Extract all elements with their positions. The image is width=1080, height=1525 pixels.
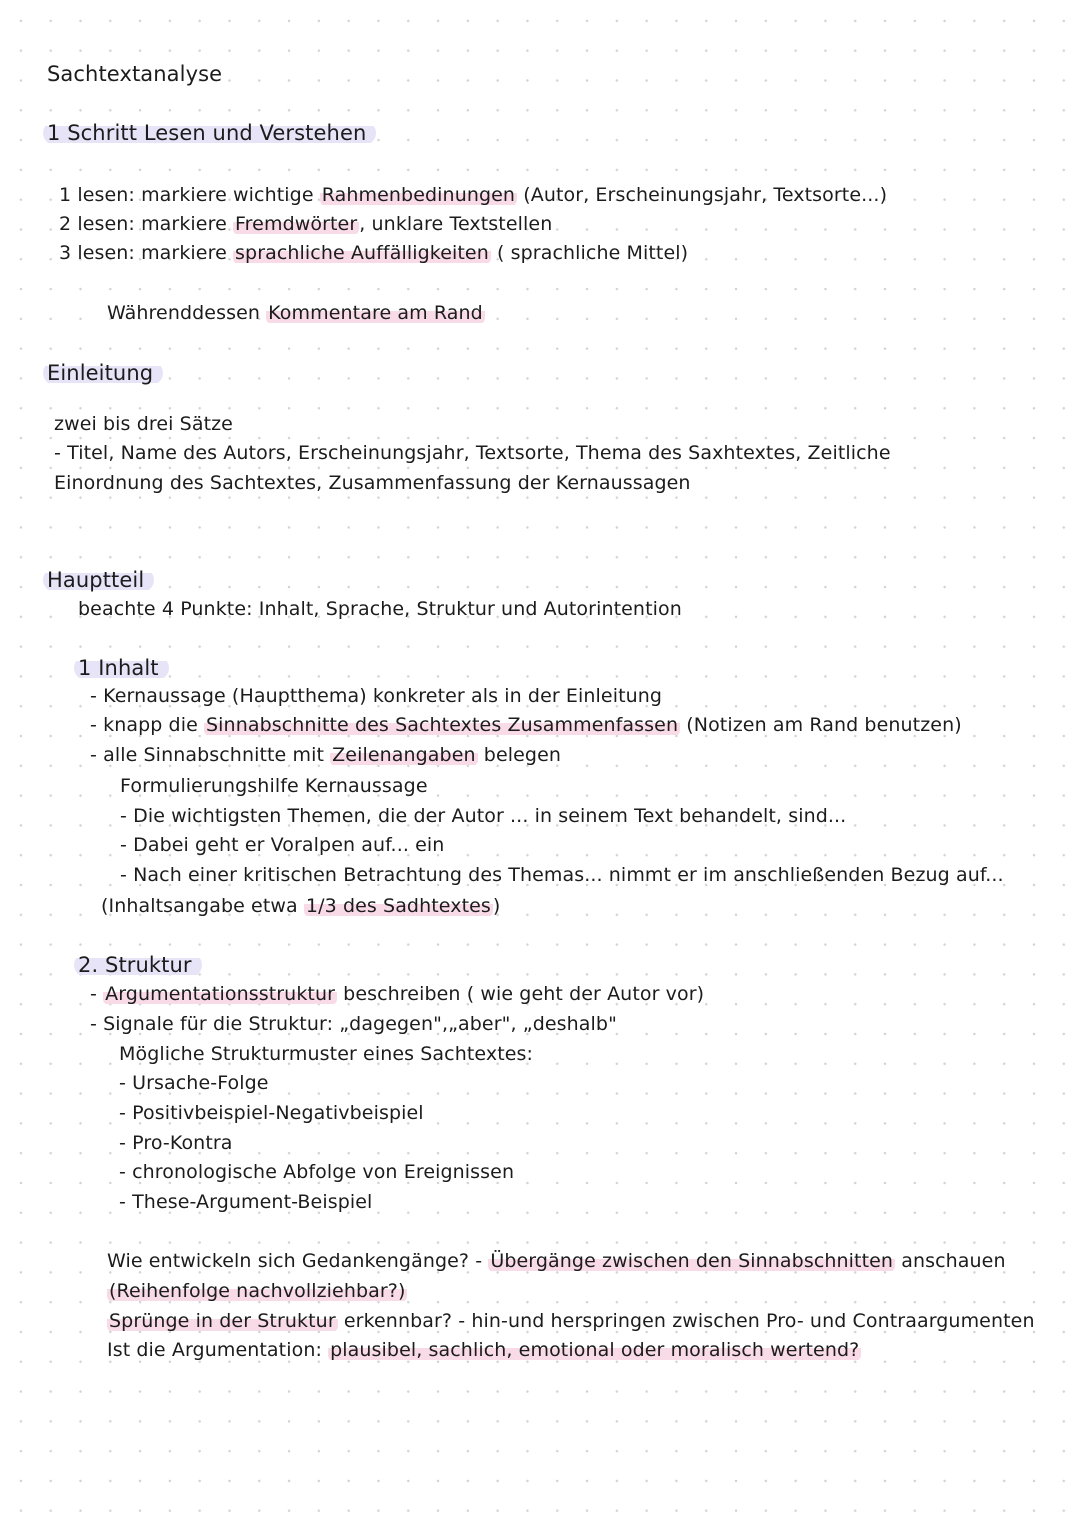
highlight: Übergänge zwischen den Sinnabschnitten [490,1250,894,1272]
highlight: 1/3 des Sadhtextes [305,895,491,917]
struktur-question-4: Ist die Argumentation: plausibel, sachlich, emotional oder moralisch wertend? [107,1339,860,1361]
einleitung-line-3: Einordnung des Sachtextes, Zusammenfassung der Kernaussagen [54,472,691,494]
struktur-bullet-2: - Signale für die Struktur: „dagegen",„aber", „deshalb" [90,1013,617,1035]
step1-line-1: 1 lesen: markiere wichtige Rahmenbedinungen (Autor, Erscheinungsjahr, Textsorte...) [59,184,888,206]
heading-einleitung-text: Einleitung [43,361,163,385]
highlight: (Reihenfolge nachvollziehbar?) [109,1280,406,1302]
highlight: Rahmenbedinungen [321,184,516,206]
struktur-muster-2: - Positivbeispiel-Negativbeispiel [119,1102,424,1124]
subheading-struktur-text: 2. Struktur [74,953,202,977]
heading-step1-text: 1 Schritt Lesen und Verstehen [43,121,376,145]
einleitung-line-1: zwei bis drei Sätze [54,413,233,435]
highlight: plausibel, sachlich, emotional oder moralisch wertend? [330,1339,860,1361]
step1-note: Währenddessen Kommentare am Rand [107,302,483,324]
inhalt-bullet-2: - knapp die Sinnabschnitte des Sachtextes Zusammenfassen (Notizen am Rand benutzen) [90,714,962,736]
inhalt-help-1: - Die wichtigsten Themen, die der Autor ... in seinem Text behandelt, sind... [120,805,847,827]
inhalt-note: (Inhaltsangabe etwa 1/3 des Sadhtextes ) [101,895,501,917]
inhalt-bullet-3: - alle Sinnabschnitte mit Zeilenangaben belegen [90,744,562,766]
page-title: Sachtextanalyse [47,62,223,86]
inhalt-bullet-1: - Kernaussage (Hauptthema) konkreter als in der Einleitung [90,685,663,707]
hauptteil-intro: beachte 4 Punkte: Inhalt, Sprache, Struktur und Autorintention [78,598,682,620]
highlight: Sprünge in der Struktur [109,1310,336,1332]
highlight: Argumentationsstruktur [105,983,336,1005]
struktur-muster-5: - These-Argument-Beispiel [119,1191,373,1213]
section-heading-einleitung [47,360,163,386]
step1-line-3: 3 lesen: markiere sprachliche Auffälligkeiten ( sprachliche Mittel) [59,242,689,264]
subheading-struktur [78,952,202,978]
heading-hauptteil-text: Hauptteil [43,568,154,592]
struktur-question-1: Wie entwickeln sich Gedankengänge? - Übergänge zwischen den Sinnabschnitten anschauen [107,1250,1006,1272]
section-heading-step1 [47,120,376,146]
einleitung-line-2: - Titel, Name des Autors, Erscheinungsjahr, Textsorte, Thema des Saxhtextes, Zeitliche [54,442,891,464]
struktur-question-2 [107,1278,407,1304]
step1-line-2: 2 lesen: markiere Fremdwörter , unklare Textstellen [59,213,553,235]
struktur-muster-3: - Pro-Kontra [119,1132,233,1154]
struktur-question-3: Sprünge in der Struktur erkennbar? - hin-und herspringen zwischen Pro- und Contraargumenten [109,1310,1035,1332]
subheading-inhalt [78,655,169,681]
subheading-inhalt-text: 1 Inhalt [74,656,169,680]
inhalt-help-3: - Nach einer kritischen Betrachtung des Themas... nimmt er im anschließenden Bezug auf... [120,864,1004,886]
struktur-muster-heading: Mögliche Strukturmuster eines Sachtextes: [119,1043,534,1065]
highlight: Fremdwörter [235,213,358,235]
inhalt-help-2: - Dabei geht er Voralpen auf... ein [120,834,445,856]
highlight: Sinnabschnitte des Sachtextes Zusammenfassen [206,714,679,736]
inhalt-help-heading: Formulierungshilfe Kernaussage [120,775,428,797]
highlight: Zeilenangaben [332,744,476,766]
highlight: sprachliche Auffälligkeiten [235,242,489,264]
struktur-bullet-1: - Argumentationsstruktur beschreiben ( wie geht der Autor vor) [90,983,705,1005]
section-heading-hauptteil [47,567,154,593]
highlight: Kommentare am Rand [268,302,483,324]
struktur-muster-1: - Ursache-Folge [119,1072,269,1094]
struktur-muster-4: - chronologische Abfolge von Ereignissen [119,1161,515,1183]
